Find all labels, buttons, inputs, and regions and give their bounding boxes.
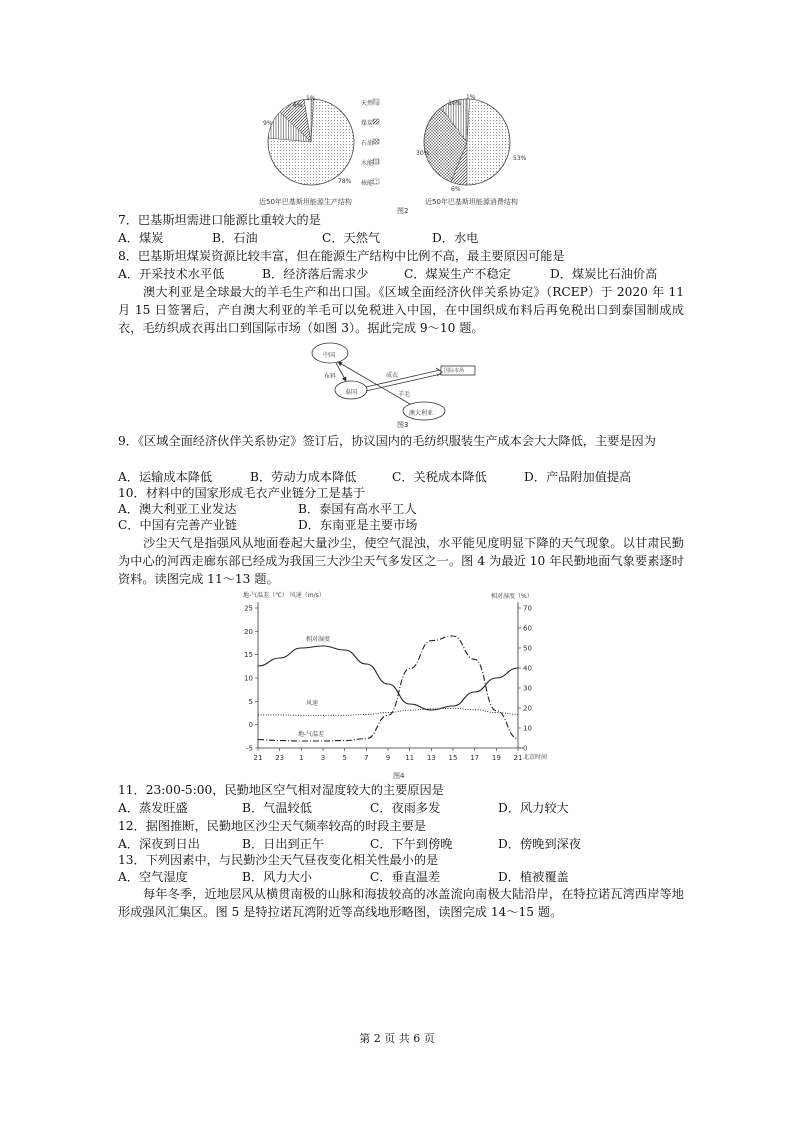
series-label-humidity: 相对湿度: [306, 636, 331, 643]
question-stem: 10．材料中的国家形成毛衣产业链分工是基于: [118, 486, 366, 500]
y2-tick-label: 70: [523, 604, 532, 613]
option-c[interactable]: C．垂直温差: [370, 870, 441, 884]
y2-tick-label: 60: [523, 624, 532, 633]
x-tick-label: 19: [491, 754, 501, 762]
passage-rcep: 澳大利亚是全球最大的羊毛生产和出口国。《区域全面经济伙伴关系协定》（RCEP）于 2020 年 11 月 15 日签署后，产自澳大利亚的羊毛可以免税进入中国，在中国织成布料后再免税出口到泰国制成成衣，毛纺织成衣再出口到国际市场（如图 3）。据此完成 9～10 题。: [118, 285, 684, 336]
edge-label: 羊毛: [398, 391, 411, 398]
pie-label: 6%: [451, 186, 461, 193]
legend-label: 石油: [361, 140, 374, 147]
series-label-wind: 风速: [306, 700, 319, 707]
y-tick-label: 10: [244, 674, 253, 683]
y-tick-label: 25: [244, 604, 253, 613]
page-footer: 第 2 页 共 6 页: [359, 1032, 435, 1045]
option-a[interactable]: A．蒸发旺盛: [118, 801, 188, 815]
x-tick-label: 9: [385, 754, 391, 762]
series-label-temp-diff: 地-气温差: [298, 731, 325, 738]
x-tick-label: 11: [405, 754, 415, 762]
pie-production: [268, 99, 354, 185]
x-tick-label: 7: [364, 754, 369, 762]
question-stem: 9．《区域全面经济伙伴关系协定》签订后，协议国内的毛纺织服装生产成本会大大降低，主要是因为: [118, 434, 656, 448]
y-tick-label: 0: [248, 721, 253, 730]
x-tick-label: 3: [320, 754, 326, 762]
question-stem: 12．据图推断，民勤地区沙尘天气频率较高的时段主要是: [118, 819, 427, 833]
y-tick-label: 20: [244, 627, 253, 636]
chart-frame: [258, 602, 524, 748]
node-label: 国际市场: [444, 368, 465, 374]
node-label: 泰国: [345, 389, 358, 396]
series-line-dashdot: [258, 636, 518, 741]
figure-caption: 图3: [397, 421, 409, 429]
legend-label: 煤炭: [361, 120, 374, 127]
pie-label: 10%: [448, 100, 462, 107]
x-tick-label: 17: [470, 754, 480, 762]
pie-label: 1%: [306, 95, 316, 102]
option-b[interactable]: B．石油: [212, 231, 258, 245]
legend-label: 核能: [361, 180, 374, 187]
option-d[interactable]: D．傍晚到深夜: [498, 837, 581, 851]
y2-tick-label: 50: [523, 644, 532, 653]
chart-series: [258, 636, 518, 741]
passage-dust: 沙尘天气是指强风从地面卷起大量沙尘，使空气混浊，水平能见度明显下降的天气现象。以甘肃民勤为中心的河西走廊东部已经成为我国三大沙尘天气多发区之一。图 4 为最近 10 年民勤地面气象要素逐时资料。读图完成 11～13 题。: [118, 536, 684, 587]
node-label: 澳大利亚: [409, 410, 434, 417]
edge-garment: [366, 370, 441, 391]
option-d[interactable]: D．风力较大: [498, 801, 569, 815]
figure-2-legend: [373, 99, 379, 184]
option-c[interactable]: C．下午到傍晚: [370, 837, 453, 851]
option-c[interactable]: C．中国有完善产业链: [118, 518, 238, 532]
x-tick-label: 21: [513, 754, 523, 762]
legend-label: 天然气: [361, 100, 380, 107]
option-d[interactable]: D．东南亚是主要市场: [298, 518, 418, 532]
pie-label: 78%: [338, 178, 352, 185]
x-axis-label: 北京时间: [523, 754, 548, 761]
option-c[interactable]: C．天然气: [322, 231, 381, 245]
y2-tick-label: 20: [523, 704, 532, 713]
option-c[interactable]: C．夜雨多发: [370, 801, 441, 815]
option-d[interactable]: D．煤炭比石油价高: [550, 267, 658, 281]
passage-wind: 每年冬季，近地层风从横贯南极的山脉和海拔较高的冰盖流向南极大陆沿岸，在特拉诺瓦湾西岸等地形成强风汇集区。图 5 是特拉诺瓦湾附近等高线地形略图，读图完成 14～15 题。: [118, 887, 684, 920]
figure-caption: 图4: [393, 772, 405, 780]
option-b[interactable]: B．劳动力成本降低: [250, 470, 357, 484]
pie-label: 9%: [263, 120, 273, 127]
x-tick-label: 23: [275, 754, 285, 762]
y2-tick-label: 40: [523, 664, 532, 673]
option-d[interactable]: D．产品附加值提高: [524, 470, 632, 484]
x-tick-label: 13: [426, 754, 436, 762]
y2-tick-label: 30: [523, 684, 532, 693]
question-stem: 13．下列因素中，与民勤沙尘天气昼夜变化相关性最小的是: [118, 853, 439, 867]
pie-label: 30%: [416, 150, 430, 157]
chart-ticks: [244, 605, 532, 763]
option-c[interactable]: C．煤炭生产不稳定: [404, 267, 511, 281]
y2-tick-label: 0: [523, 744, 528, 753]
figure-4-chart: [228, 588, 573, 788]
pie-consumption: [424, 99, 510, 185]
figure-2: [255, 92, 555, 214]
question-stem: 7．巴基斯坦需进口能源比重较大的是: [118, 213, 321, 227]
option-b[interactable]: B．日出到正午: [242, 837, 325, 851]
y-tick-label: 5: [248, 697, 253, 706]
option-b[interactable]: B．气温较低: [242, 801, 312, 815]
question-stem: 11．23:00-5:00，民勤地区空气相对湿度较大的主要原因是: [118, 783, 444, 797]
x-tick-label: 1: [299, 754, 304, 762]
edge-label: 布料: [324, 373, 337, 380]
edge-label: 成衣: [386, 372, 399, 379]
option-d[interactable]: D．植被覆盖: [498, 870, 569, 884]
y-tick-label: 15: [244, 651, 253, 660]
y2-axis-label: 相对湿度（%）: [491, 593, 533, 600]
option-a[interactable]: A．煤炭: [118, 231, 164, 245]
figure-caption: 图2: [397, 207, 409, 215]
option-a[interactable]: A．空气湿度: [118, 870, 188, 884]
option-b[interactable]: B．风力大小: [242, 870, 312, 884]
question-stem: 8．巴基斯坦煤炭资源比较丰富，但在能源生产结构中比例不高，最主要原因可能是: [118, 249, 565, 263]
series-line-solid: [258, 646, 518, 710]
pie-caption: 近50年巴基斯坦能源消费结构: [425, 198, 518, 206]
option-c[interactable]: C．关税成本降低: [392, 470, 487, 484]
option-b[interactable]: B．经济落后需求少: [262, 267, 369, 281]
option-d[interactable]: D．水电: [432, 231, 479, 245]
y2-tick-label: 10: [523, 724, 532, 733]
option-a[interactable]: A．深夜到日出: [118, 837, 200, 851]
node-label: 中国: [323, 352, 336, 359]
option-a[interactable]: A．开采技术水平低: [118, 267, 225, 281]
pie-label: 6%: [293, 102, 303, 109]
series-line-dotted: [258, 708, 518, 715]
y-axis-label: 地-气温差（℃） 风速（m/s）: [243, 592, 325, 599]
option-b[interactable]: B．泰国有高水平工人: [298, 502, 417, 516]
pie-label: 1%: [466, 94, 476, 101]
option-a[interactable]: A．澳大利亚工业发达: [118, 502, 237, 516]
pie-label: 53%: [513, 155, 527, 162]
pie-caption: 近50年巴基斯坦能源生产结构: [259, 198, 352, 206]
option-a[interactable]: A．运输成本降低: [118, 470, 213, 484]
legend-label: 水能: [361, 160, 374, 167]
x-tick-label: 15: [448, 754, 458, 762]
x-tick-label: 5: [342, 754, 347, 762]
y-tick-label: -5: [246, 744, 253, 753]
x-tick-label: 21: [253, 754, 263, 762]
